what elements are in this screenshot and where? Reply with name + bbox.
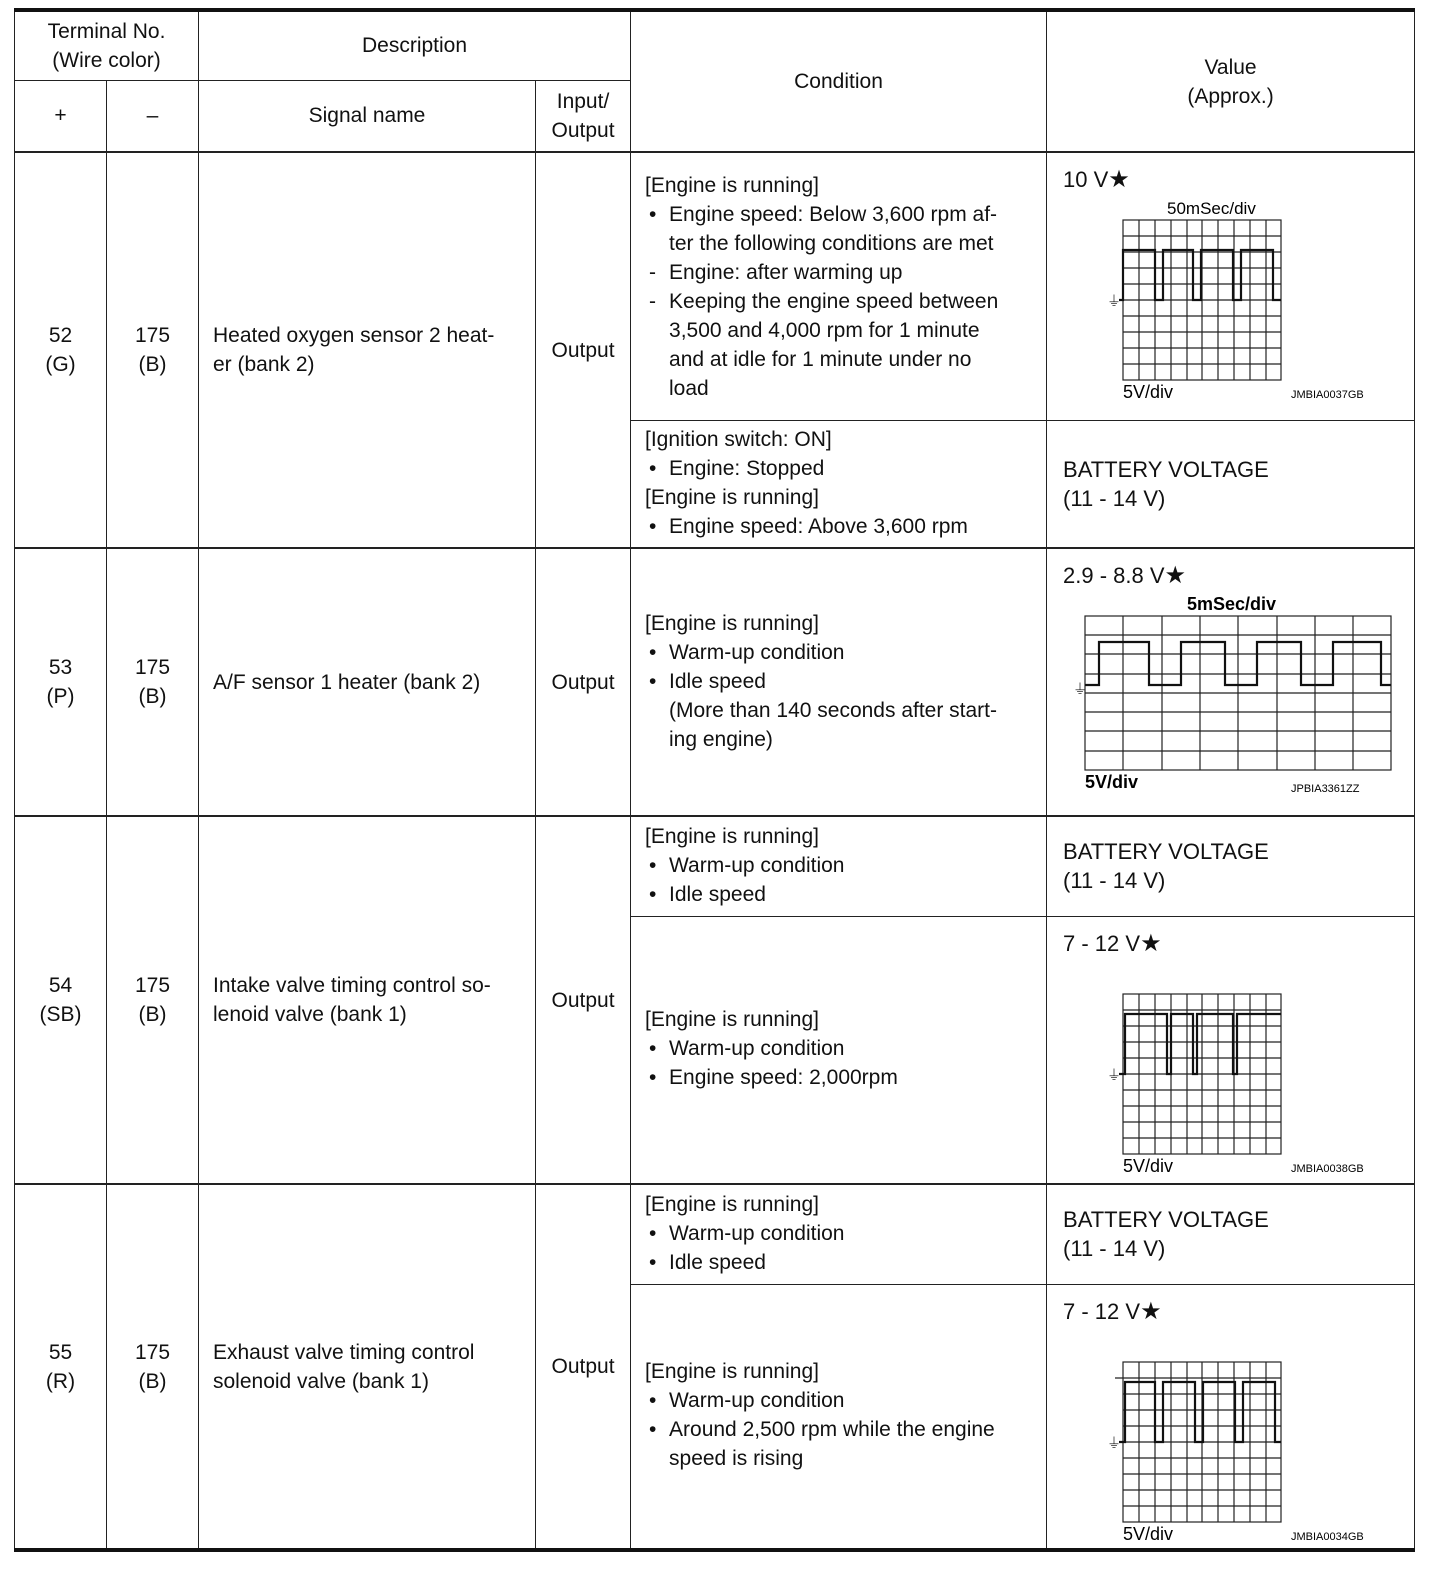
terminal-no-header: Terminal No. (Wire color) [15,10,199,80]
minus-terminal-cell: 175 (B) [107,548,199,816]
figure-id: JMBIA0037GB [1291,389,1364,401]
condition-cell: [Engine is running] • Warm-up condition • Idle speed [631,1184,1047,1284]
waveform-trace [1119,1382,1281,1442]
condition-cell: [Ignition switch: ON] • Engine: Stopped [Engine is running] • Engine speed: Above 3,600 rpm [631,420,1047,548]
signal-name-cell: A/F sensor 1 heater (bank 2) [199,548,536,816]
ground-icon: ⏚ [1107,1066,1122,1083]
plus-header: + [15,80,107,152]
plus-terminal-cell: 55 (R) [15,1184,107,1550]
io-cell: Output [536,152,631,548]
timebase-label: 5mSec/div [1187,594,1277,614]
condition-cell: [Engine is running] • Warm-up condition • Idle speed [631,816,1047,916]
figure-id: JMBIA0038GB [1291,1162,1364,1175]
waveform-trace [1119,1014,1281,1074]
io-cell: Output [536,816,631,1184]
value-cell [1047,548,1415,816]
volt-label: 5V/div [1123,382,1174,402]
minus-terminal-cell: 175 (B) [107,816,199,1184]
value-label: 2.9 - 8.8 V★ [1063,562,1187,589]
value-header: Value (Approx.) [1047,10,1415,152]
signal-name-cell: Exhaust valve timing control solenoid valve (bank 1) [199,1184,536,1550]
io-cell: Output [536,1184,631,1550]
volt-label: 5V/div [1123,1155,1174,1176]
plus-terminal-cell: 53 (P) [15,548,107,816]
volt-label: 5V/div [1085,772,1139,792]
header-row-1 [15,10,1415,80]
condition-header: Condition [631,10,1047,152]
io-cell: Output [536,548,631,816]
timebase-label: 50mSec/div [1167,199,1256,218]
value-label: 7 - 12 V★ [1063,929,1162,957]
plus-terminal-cell: 54 (SB) [15,816,107,1184]
waveform-trace [1119,250,1281,300]
signal-name-cell: Heated oxygen sensor 2 heat- er (bank 2) [199,152,536,548]
value-cell: BATTERY VOLTAGE (11 - 14 V) [1047,1184,1415,1284]
table-row [15,548,1415,816]
terminal-table-wrapper [14,8,1414,1552]
figure-id: JMBIA0034GB [1291,1530,1364,1543]
waveform-52 [1063,194,1403,404]
value-cell: BATTERY VOLTAGE (11 - 14 V) [1047,816,1415,916]
figure-id: JPBIA3361ZZ [1291,783,1360,795]
minus-terminal-cell: 175 (B) [107,1184,199,1550]
minus-header: – [107,80,199,152]
waveform-54 [1063,958,1403,1180]
condition-cell: [Engine is running] • Engine speed: Below 3,600 rpm af- ter the following conditions are met - Engine: after warming up - Keeping the engine speed between 3,500 and 4,000 rpm for 1 minute and at idle for 1 minute under no load [631,152,1047,420]
terminal-table [14,8,1415,1552]
value-label: 7 - 12 V★ [1063,1297,1162,1325]
volt-label: 5V/div [1123,1523,1174,1544]
ground-icon: ⏚ [1107,1434,1122,1451]
waveform-53 [1063,590,1413,800]
condition-cell: [Engine is running] • Warm-up condition • Engine speed: 2,000rpm [631,916,1047,1184]
signal-name-cell: Intake valve timing control so- lenoid valve (bank 1) [199,816,536,1184]
value-cell: BATTERY VOLTAGE (11 - 14 V) [1047,420,1415,548]
io-header: Input/ Output [536,80,631,152]
value-cell [1047,1284,1415,1550]
star-icon: ★ [1164,562,1187,589]
table-row [15,816,1415,916]
ground-icon: ⏚ [1073,681,1088,697]
signal-name-header: Signal name [199,80,536,152]
waveform-55 [1063,1326,1403,1548]
value-cell [1047,916,1415,1184]
plus-terminal-cell: 52 (G) [15,152,107,548]
star-icon: ★ [1108,166,1130,193]
star-icon: ★ [1140,1297,1162,1325]
condition-cell: [Engine is running] • Warm-up condition • Around 2,500 rpm while the engine speed is rising [631,1284,1047,1550]
scope-grid [1085,616,1391,770]
minus-terminal-cell: 175 (B) [107,152,199,548]
value-cell [1047,152,1415,420]
scope-grid [1123,994,1281,1154]
table-row [15,152,1415,420]
condition-cell: [Engine is running] • Warm-up condition • Idle speed (More than 140 seconds after start- ing engine) [631,548,1047,816]
star-icon: ★ [1140,929,1162,957]
ground-icon: ⏚ [1107,293,1122,309]
description-header: Description [199,10,631,80]
value-label: 10 V★ [1063,166,1130,193]
table-row [15,1184,1415,1284]
